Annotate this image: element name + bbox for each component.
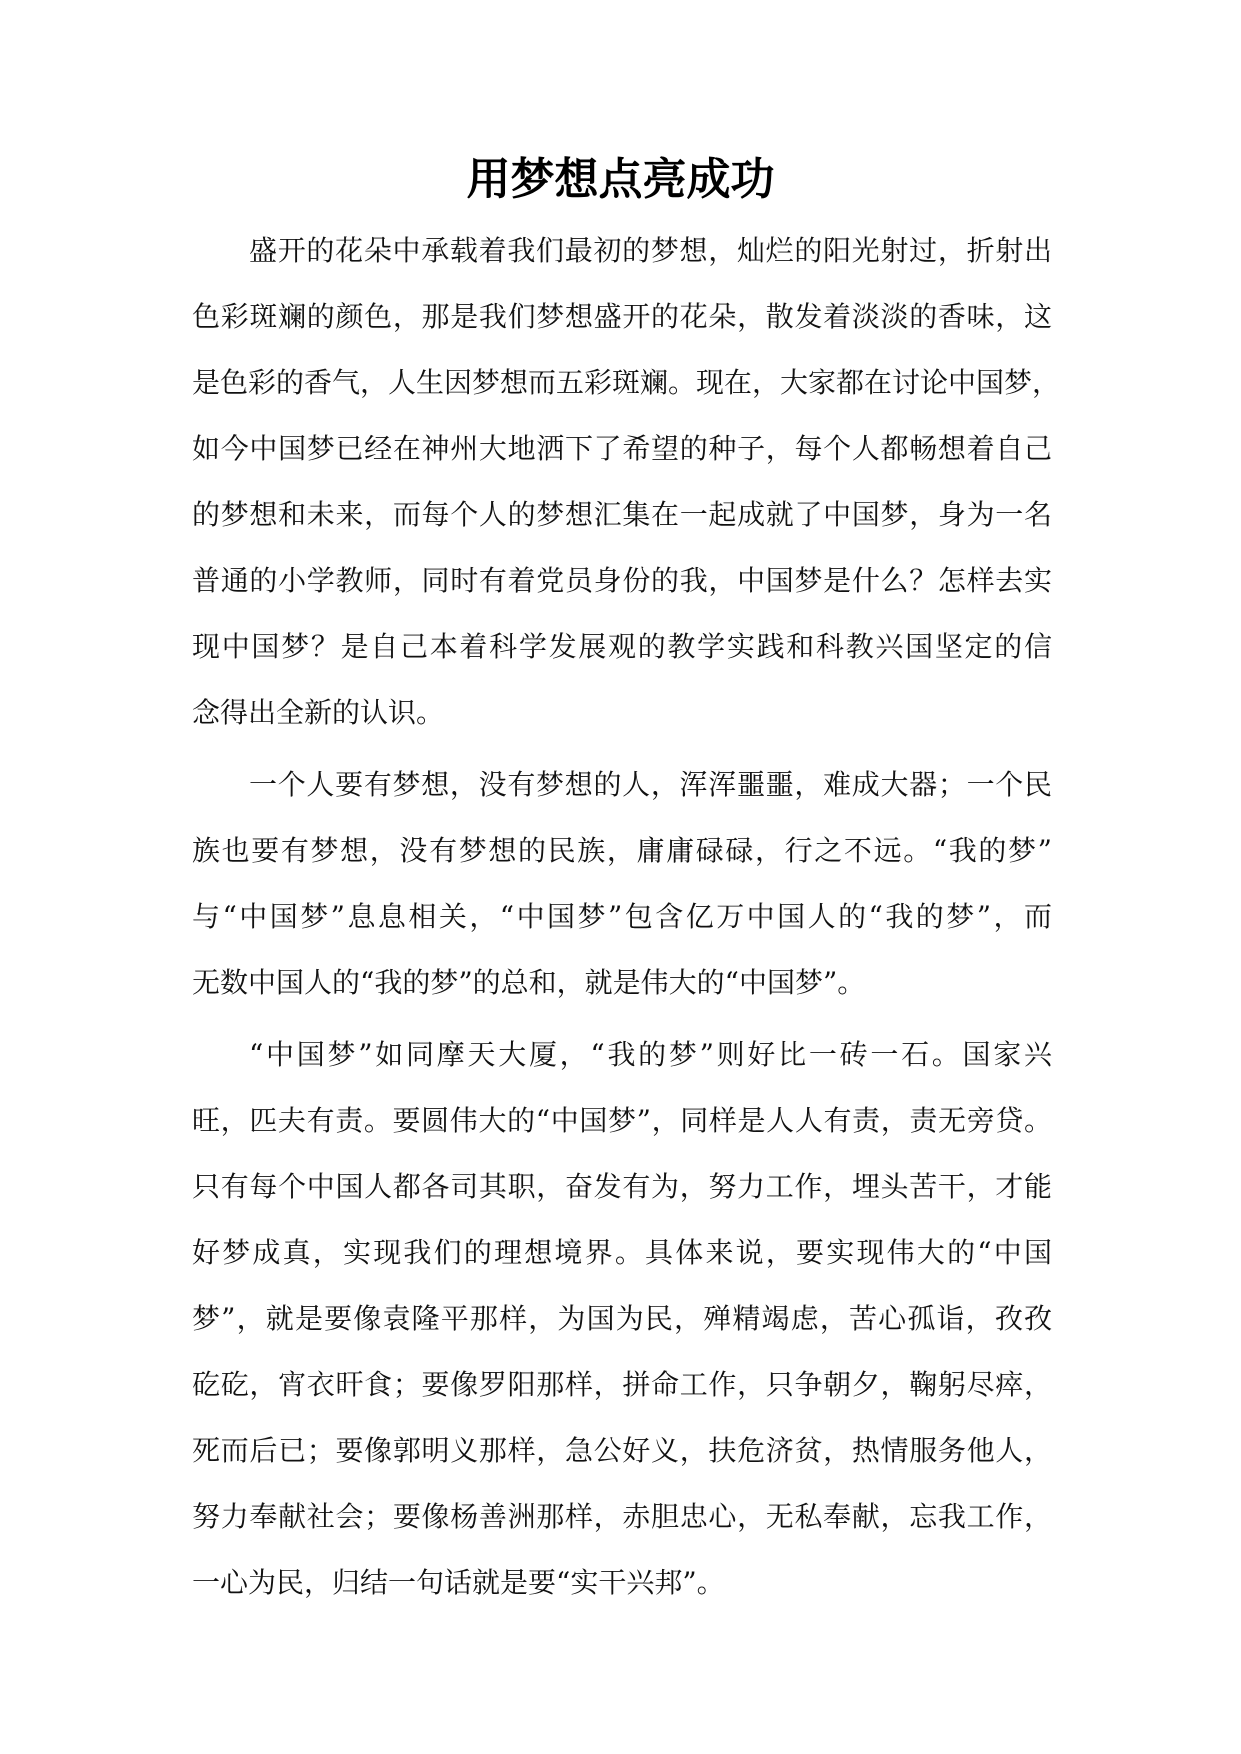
paragraph-line: 无数中国人的“我的梦”的总和，就是伟大的“中国梦”。	[192, 966, 866, 999]
paragraph-line: 只有每个中国人都各司其职，奋发有为，努力工作，埋头苦干，才能	[192, 1170, 1052, 1203]
paragraph-line: 色彩斑斓的颜色，那是我们梦想盛开的花朵，散发着淡淡的香味，这	[192, 300, 1052, 333]
paragraph-line: 族也要有梦想，没有梦想的民族，庸庸碌碌，行之不远。“我的梦”	[192, 834, 1052, 867]
paragraph-2	[192, 752, 1052, 1016]
document-body	[192, 218, 1061, 1622]
paragraph-line: 努力奉献社会；要像杨善洲那样，赤胆忠心，无私奉献，忘我工作，	[192, 1500, 1052, 1533]
paragraph-line: 梦”，就是要像袁隆平那样，为国为民，殚精竭虑，苦心孤诣，孜孜	[192, 1302, 1052, 1335]
paragraph-line: 一个人要有梦想，没有梦想的人，浑浑噩噩，难成大器；一个民	[249, 768, 1052, 801]
paragraph-line: 死而后已；要像郭明义那样，急公好义，扶危济贫，热情服务他人，	[192, 1434, 1052, 1467]
paragraph-1	[192, 218, 1061, 746]
paragraph-3	[192, 1022, 1052, 1616]
paragraph-line: 的梦想和未来，而每个人的梦想汇集在一起成就了中国梦，身为一名	[192, 498, 1052, 531]
paragraph-line: 旺，匹夫有责。要圆伟大的“中国梦”，同样是人人有责，责无旁贷。	[192, 1104, 1052, 1137]
paragraph-line: 念得出全新的认识。	[192, 696, 445, 729]
paragraph-line: “中国梦”如同摩天大厦，“我的梦”则好比一砖一石。国家兴	[249, 1038, 1052, 1071]
document-title: 用梦想点亮成功	[466, 154, 775, 205]
paragraph-line: 如今中国梦已经在神州大地洒下了希望的种子，每个人都畅想着自己	[192, 432, 1052, 465]
paragraph-line: 一心为民，归结一句话就是要“实干兴邦”。	[192, 1566, 725, 1599]
paragraph-line: 矻矻，宵衣旰食；要像罗阳那样，拼命工作，只争朝夕，鞠躬尽瘁，	[192, 1368, 1052, 1401]
paragraph-line: 普通的小学教师，同时有着党员身份的我，中国梦是什么？怎样去实	[192, 564, 1052, 597]
paragraph-line: 现中国梦？是自己本着科学发展观的教学实践和科教兴国坚定的信	[192, 630, 1052, 663]
paragraph-line: 是色彩的香气，人生因梦想而五彩斑斓。现在，大家都在讨论中国梦，	[192, 366, 1061, 399]
paragraph-line: 好梦成真，实现我们的理想境界。具体来说，要实现伟大的“中国	[192, 1236, 1052, 1269]
paragraph-line: 盛开的花朵中承载着我们最初的梦想，灿烂的阳光射过，折射出	[249, 234, 1052, 267]
paragraph-line: 与“中国梦”息息相关，“中国梦”包含亿万中国人的“我的梦”，而	[192, 900, 1052, 933]
